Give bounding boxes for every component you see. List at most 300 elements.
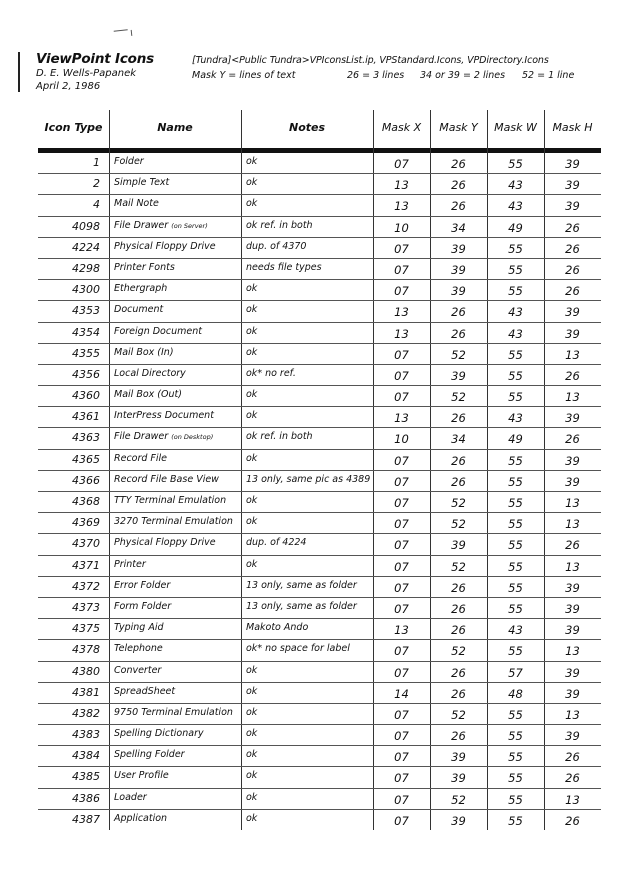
mask-h-cell: 39 bbox=[565, 474, 580, 489]
name-cell bbox=[114, 177, 169, 188]
name-cell bbox=[114, 431, 213, 442]
notes-cell: ok bbox=[246, 283, 258, 295]
icon-name: Telephone bbox=[114, 643, 163, 655]
icon-name: Converter bbox=[114, 664, 162, 676]
mask-w-cell: 55 bbox=[508, 813, 523, 828]
name-cell bbox=[114, 410, 214, 421]
table-row bbox=[38, 471, 601, 492]
icon-name: Spelling Dictionary bbox=[114, 728, 204, 740]
table-row bbox=[38, 683, 601, 704]
notes-cell: ok bbox=[246, 325, 258, 337]
table-body bbox=[38, 153, 601, 831]
mask-w-cell: 55 bbox=[508, 347, 523, 362]
mask-x-cell: 07 bbox=[394, 496, 409, 510]
mask-y-cell: 26 bbox=[451, 157, 466, 171]
table-row bbox=[38, 662, 601, 683]
mask-x-cell: 07 bbox=[394, 665, 409, 680]
icon-name: Foreign Document bbox=[114, 325, 202, 337]
table-row bbox=[38, 174, 601, 195]
mask-w-cell: 43 bbox=[508, 411, 523, 426]
icon-type-cell: 4372 bbox=[72, 579, 100, 593]
mask-y-cell: 52 bbox=[451, 707, 466, 722]
mask-x-cell: 07 bbox=[394, 368, 409, 383]
mask-w-cell: 49 bbox=[508, 220, 523, 235]
mask-y-cell: 52 bbox=[451, 496, 466, 510]
col-header-icon-type: Icon Type bbox=[44, 121, 103, 134]
col-header-mask-x: Mask X bbox=[381, 121, 422, 134]
table-row bbox=[38, 365, 601, 386]
mask-y-cell: 26 bbox=[451, 326, 466, 341]
icon-type-cell: 2 bbox=[93, 177, 100, 191]
mask-w-cell: 55 bbox=[508, 390, 523, 405]
icon-type-cell: 4385 bbox=[72, 770, 100, 784]
mask-w-cell: 55 bbox=[508, 750, 523, 765]
notes-cell: Makoto Ando bbox=[246, 622, 309, 634]
file-path: [Tundra]<Public Tundra>VPIconsList.ip, VPStandard.Icons, VPDirectory.Icons bbox=[192, 55, 549, 66]
mask-x-cell: 07 bbox=[394, 559, 409, 574]
notes-cell: ok bbox=[246, 389, 258, 401]
mask-x-cell: 13 bbox=[394, 623, 409, 638]
icon-type-cell: 4298 bbox=[72, 261, 100, 275]
icon-name: Mail Note bbox=[114, 198, 159, 210]
mask-h-cell: 13 bbox=[565, 390, 580, 405]
table-row bbox=[38, 810, 601, 831]
icon-name: InterPress Document bbox=[114, 410, 214, 422]
icon-type-cell: 1 bbox=[93, 156, 100, 169]
col-header-notes: Notes bbox=[288, 121, 326, 134]
name-cell bbox=[114, 580, 170, 591]
icon-name: Folder bbox=[114, 156, 144, 167]
icon-name: 9750 Terminal Emulation bbox=[114, 706, 233, 718]
table-row bbox=[38, 513, 601, 534]
icon-name: Printer Fonts bbox=[114, 261, 175, 273]
mask-w-cell: 55 bbox=[508, 241, 523, 256]
document-title: ViewPoint Icons bbox=[36, 51, 154, 67]
mask-x-cell: 07 bbox=[394, 813, 409, 828]
mask-y-cell: 39 bbox=[451, 538, 466, 553]
mask-y-cell: 26 bbox=[451, 453, 466, 468]
notes-cell: ok bbox=[246, 685, 258, 697]
col-header-mask-h: Mask H bbox=[552, 121, 593, 134]
name-cell bbox=[114, 198, 159, 209]
name-cell bbox=[114, 728, 204, 739]
table-row bbox=[38, 598, 601, 619]
name-cell bbox=[114, 368, 186, 379]
mask-y-cell: 26 bbox=[451, 305, 466, 320]
table-row bbox=[38, 280, 601, 301]
mask-x-cell: 13 bbox=[394, 199, 409, 214]
mask-y-cell: 39 bbox=[451, 241, 466, 256]
mask-x-cell: 13 bbox=[394, 326, 409, 341]
mask-h-cell: 39 bbox=[565, 453, 580, 468]
mask-x-cell: 07 bbox=[394, 601, 409, 616]
col-header-mask-w: Mask W bbox=[494, 121, 537, 134]
icon-type-cell: 4371 bbox=[72, 558, 100, 572]
mask-x-cell: 07 bbox=[394, 792, 409, 807]
mask-w-cell: 55 bbox=[508, 792, 523, 807]
mask-h-cell: 26 bbox=[565, 262, 580, 277]
name-cell bbox=[114, 347, 174, 358]
mask-h-cell: 39 bbox=[565, 326, 580, 341]
mask-y-cell: 39 bbox=[451, 284, 466, 299]
table-row bbox=[38, 344, 601, 365]
notes-cell: ok bbox=[246, 728, 258, 740]
icon-type-cell: 4366 bbox=[72, 473, 100, 487]
icon-name: Mail Box (Out) bbox=[114, 389, 182, 401]
icon-type-cell: 4384 bbox=[72, 749, 100, 763]
mask-x-cell: 07 bbox=[394, 262, 409, 277]
mask-w-cell: 43 bbox=[508, 178, 523, 193]
name-cell bbox=[114, 326, 202, 337]
name-cell bbox=[114, 495, 226, 506]
name-cell bbox=[114, 665, 161, 676]
icon-name: SpreadSheet bbox=[114, 685, 176, 697]
name-cell bbox=[114, 220, 208, 231]
mask-y-cell: 26 bbox=[451, 178, 466, 193]
mask-h-cell: 13 bbox=[565, 347, 580, 362]
mask-y-cell: 34 bbox=[451, 220, 466, 235]
icon-name: 3270 Terminal Emulation bbox=[114, 516, 233, 528]
col-header-mask-y: Mask Y bbox=[439, 121, 478, 134]
mask-h-cell: 13 bbox=[565, 792, 580, 807]
mask-legend-3-lines: 26 = 3 lines bbox=[347, 70, 405, 81]
notes-cell: ok bbox=[246, 304, 258, 316]
mask-legend-label: Mask Y = lines of text bbox=[192, 70, 296, 81]
name-cell bbox=[114, 792, 147, 803]
mask-h-cell: 26 bbox=[565, 813, 580, 828]
mask-h-cell: 26 bbox=[565, 241, 580, 256]
mask-w-cell: 55 bbox=[508, 474, 523, 489]
name-cell bbox=[114, 283, 167, 294]
icon-type-cell: 4355 bbox=[72, 346, 100, 360]
icon-type-cell: 4353 bbox=[72, 304, 100, 318]
table-row bbox=[38, 789, 601, 810]
icon-type-cell: 4365 bbox=[72, 452, 100, 466]
icon-type-cell: 4356 bbox=[72, 367, 100, 381]
name-cell bbox=[114, 770, 169, 781]
notes-cell: ok ref. in both bbox=[246, 219, 313, 231]
table-row bbox=[38, 238, 601, 259]
table-row bbox=[38, 704, 601, 725]
mask-w-cell: 49 bbox=[508, 432, 523, 447]
icon-type-cell: 4369 bbox=[72, 516, 100, 530]
mask-y-cell: 39 bbox=[451, 750, 466, 765]
mask-w-cell: 55 bbox=[508, 496, 523, 510]
mask-y-cell: 26 bbox=[451, 729, 466, 744]
icon-name: User Profile bbox=[114, 770, 169, 782]
icon-name: Physical Floppy Drive bbox=[114, 240, 216, 252]
icon-name: Local Directory bbox=[114, 367, 186, 379]
mask-x-cell: 07 bbox=[394, 241, 409, 256]
notes-cell: ok bbox=[246, 156, 258, 167]
name-cell bbox=[114, 707, 233, 718]
mask-w-cell: 55 bbox=[508, 644, 523, 659]
icon-name: Mail Box (In) bbox=[114, 346, 174, 358]
notes-cell: ok bbox=[246, 198, 258, 210]
mask-w-cell: 48 bbox=[508, 686, 523, 701]
mask-h-cell: 13 bbox=[565, 707, 580, 722]
name-cell bbox=[114, 241, 216, 252]
name-cell bbox=[114, 262, 175, 273]
icon-type-cell: 4368 bbox=[72, 495, 100, 508]
table-row bbox=[38, 577, 601, 598]
mask-h-cell: 13 bbox=[565, 517, 580, 532]
table-row bbox=[38, 407, 601, 428]
mask-h-cell: 39 bbox=[565, 686, 580, 701]
notes-cell: ok bbox=[246, 410, 258, 422]
table-row bbox=[38, 619, 601, 640]
notes-cell: ok bbox=[246, 346, 258, 358]
mask-x-cell: 07 bbox=[394, 707, 409, 722]
notes-cell: ok* no space for label bbox=[246, 643, 350, 655]
mask-w-cell: 55 bbox=[508, 601, 523, 616]
icon-name: Simple Text bbox=[114, 177, 170, 189]
icon-name: Error Folder bbox=[114, 579, 171, 591]
mask-h-cell: 39 bbox=[565, 729, 580, 744]
col-header-name: Name bbox=[157, 121, 193, 134]
mask-x-cell: 07 bbox=[394, 474, 409, 489]
mask-w-cell: 55 bbox=[508, 771, 523, 786]
notes-cell: ok bbox=[246, 664, 258, 676]
notes-cell: 13 only, same as folder bbox=[246, 579, 357, 591]
icon-name: Record File Base View bbox=[114, 473, 219, 485]
table-row bbox=[38, 153, 601, 174]
notes-cell: ok bbox=[246, 812, 258, 824]
icon-type-cell: 4 bbox=[93, 198, 100, 212]
mask-w-cell: 55 bbox=[508, 262, 523, 277]
icon-name: Spelling Folder bbox=[114, 749, 185, 761]
mask-h-cell: 39 bbox=[565, 178, 580, 193]
mask-x-cell: 13 bbox=[394, 305, 409, 320]
mask-y-cell: 26 bbox=[451, 580, 466, 595]
mask-y-cell: 52 bbox=[451, 644, 466, 659]
name-cell bbox=[114, 304, 163, 315]
mask-h-cell: 39 bbox=[565, 411, 580, 426]
mask-y-cell: 52 bbox=[451, 517, 466, 532]
notes-cell: dup. of 4224 bbox=[246, 537, 307, 549]
document-date: April 2, 1986 bbox=[36, 81, 101, 92]
name-cell bbox=[114, 516, 233, 527]
mask-w-cell: 43 bbox=[508, 305, 523, 320]
mask-y-cell: 39 bbox=[451, 771, 466, 786]
name-cell bbox=[114, 686, 175, 697]
icon-name: Physical Floppy Drive bbox=[114, 537, 216, 549]
notes-cell: ok bbox=[246, 791, 258, 803]
notes-cell: ok bbox=[246, 452, 258, 464]
table-row bbox=[38, 767, 601, 788]
mask-y-cell: 34 bbox=[451, 432, 466, 447]
margin-bracket bbox=[18, 52, 20, 92]
author: D. E. Wells-Papanek bbox=[36, 68, 137, 79]
mask-y-cell: 26 bbox=[451, 601, 466, 616]
notes-cell: ok bbox=[246, 770, 258, 782]
mask-w-cell: 55 bbox=[508, 517, 523, 532]
mask-y-cell: 52 bbox=[451, 559, 466, 574]
icon-name: Document bbox=[114, 304, 164, 316]
icon-type-cell: 4382 bbox=[72, 706, 100, 720]
mask-w-cell: 55 bbox=[508, 538, 523, 553]
table-row bbox=[38, 323, 601, 344]
mask-x-cell: 07 bbox=[394, 771, 409, 786]
mask-y-cell: 52 bbox=[451, 390, 466, 405]
icon-type-cell: 4363 bbox=[72, 431, 100, 445]
notes-cell: ok bbox=[246, 495, 258, 506]
mask-w-cell: 55 bbox=[508, 707, 523, 722]
mask-w-cell: 55 bbox=[508, 729, 523, 744]
mask-x-cell: 13 bbox=[394, 178, 409, 193]
table-row bbox=[38, 534, 601, 555]
table-row bbox=[38, 259, 601, 280]
table-row bbox=[38, 746, 601, 767]
mask-w-cell: 55 bbox=[508, 559, 523, 574]
icon-type-cell: 4300 bbox=[72, 283, 100, 297]
mask-x-cell: 07 bbox=[394, 157, 409, 171]
name-cell bbox=[114, 559, 146, 570]
mask-legend-1-line: 52 = 1 line bbox=[522, 70, 575, 81]
table-row bbox=[38, 428, 601, 449]
mask-h-cell: 26 bbox=[565, 368, 580, 383]
mask-w-cell: 55 bbox=[508, 157, 523, 171]
mask-h-cell: 26 bbox=[565, 432, 580, 447]
notes-cell: ok bbox=[246, 516, 258, 528]
notes-cell: ok ref. in both bbox=[246, 431, 313, 443]
mask-x-cell: 10 bbox=[394, 220, 409, 235]
icon-name: Form Folder bbox=[114, 600, 172, 612]
mask-y-cell: 26 bbox=[451, 665, 466, 680]
mask-x-cell: 07 bbox=[394, 517, 409, 532]
icon-type-cell: 4378 bbox=[72, 643, 100, 657]
name-cell bbox=[114, 389, 182, 400]
mask-y-cell: 39 bbox=[451, 368, 466, 383]
name-cell bbox=[114, 156, 144, 167]
mask-h-cell: 39 bbox=[565, 305, 580, 320]
table-row bbox=[38, 301, 601, 322]
mask-w-cell: 55 bbox=[508, 453, 523, 468]
pen-mark bbox=[114, 29, 129, 37]
table-row bbox=[38, 450, 601, 471]
mask-y-cell: 26 bbox=[451, 686, 466, 701]
mask-y-cell: 52 bbox=[451, 792, 466, 807]
icon-name: Loader bbox=[114, 791, 147, 803]
mask-y-cell: 39 bbox=[451, 262, 466, 277]
icon-type-cell: 4098 bbox=[72, 219, 100, 233]
name-cell bbox=[114, 601, 171, 612]
icons-table bbox=[38, 108, 601, 828]
mask-h-cell: 39 bbox=[565, 580, 580, 595]
mask-h-cell: 39 bbox=[565, 199, 580, 214]
name-cell bbox=[114, 643, 163, 654]
icon-name-qualifier: (on Server) bbox=[171, 221, 208, 230]
icon-type-cell: 4361 bbox=[72, 410, 100, 424]
mask-y-cell: 26 bbox=[451, 474, 466, 489]
mask-x-cell: 13 bbox=[394, 411, 409, 426]
mask-x-cell: 10 bbox=[394, 432, 409, 447]
mask-x-cell: 07 bbox=[394, 390, 409, 405]
mask-w-cell: 55 bbox=[508, 580, 523, 595]
mask-w-cell: 55 bbox=[508, 368, 523, 383]
mask-y-cell: 52 bbox=[451, 347, 466, 362]
mask-h-cell: 39 bbox=[565, 665, 580, 680]
mask-h-cell: 13 bbox=[565, 496, 580, 510]
icon-type-cell: 4354 bbox=[72, 325, 100, 339]
mask-x-cell: 14 bbox=[394, 686, 409, 701]
table-row bbox=[38, 217, 601, 238]
mask-x-cell: 07 bbox=[394, 284, 409, 299]
table-row bbox=[38, 195, 601, 216]
mask-x-cell: 07 bbox=[394, 347, 409, 362]
mask-y-cell: 26 bbox=[451, 623, 466, 638]
name-cell bbox=[114, 453, 167, 464]
icon-name: Record File bbox=[114, 452, 168, 464]
mask-h-cell: 39 bbox=[565, 157, 580, 171]
notes-cell: dup. of 4370 bbox=[246, 240, 307, 252]
name-cell bbox=[114, 813, 167, 824]
notes-cell: ok bbox=[246, 177, 258, 189]
mask-h-cell: 26 bbox=[565, 771, 580, 786]
icon-name: Printer bbox=[114, 558, 146, 570]
notes-cell: ok bbox=[246, 558, 258, 570]
notes-cell: ok bbox=[246, 706, 258, 718]
icon-name: Application bbox=[114, 812, 168, 824]
mask-legend-2-lines: 34 or 39 = 2 lines bbox=[420, 70, 506, 81]
icon-type-cell: 4373 bbox=[72, 600, 100, 614]
mask-h-cell: 39 bbox=[565, 601, 580, 616]
mask-x-cell: 07 bbox=[394, 750, 409, 765]
table-row bbox=[38, 386, 601, 407]
name-cell bbox=[114, 749, 185, 760]
notes-cell: 13 only, same as folder bbox=[246, 600, 357, 612]
notes-cell: needs file types bbox=[246, 261, 322, 273]
mask-w-cell: 43 bbox=[508, 623, 523, 638]
mask-x-cell: 07 bbox=[394, 644, 409, 659]
mask-x-cell: 07 bbox=[394, 729, 409, 744]
mask-w-cell: 55 bbox=[508, 284, 523, 299]
mask-h-cell: 13 bbox=[565, 559, 580, 574]
mask-y-cell: 26 bbox=[451, 199, 466, 214]
name-cell bbox=[114, 622, 164, 633]
icon-type-cell: 4224 bbox=[72, 240, 100, 254]
notes-cell: ok* no ref. bbox=[246, 367, 296, 379]
icon-type-cell: 4375 bbox=[72, 622, 100, 636]
icon-type-cell: 4383 bbox=[72, 728, 100, 742]
mask-h-cell: 26 bbox=[565, 538, 580, 553]
mask-w-cell: 43 bbox=[508, 326, 523, 341]
icon-name: File Drawer bbox=[114, 431, 169, 443]
table-header bbox=[38, 108, 601, 148]
icon-type-cell: 4387 bbox=[72, 812, 100, 826]
icon-name: File Drawer bbox=[114, 219, 169, 231]
mask-h-cell: 26 bbox=[565, 220, 580, 235]
mask-h-cell: 13 bbox=[565, 644, 580, 659]
mask-w-cell: 43 bbox=[508, 199, 523, 214]
mask-w-cell: 57 bbox=[508, 665, 523, 680]
icon-name: Ethergraph bbox=[114, 283, 168, 295]
icon-type-cell: 4386 bbox=[72, 791, 100, 805]
icon-type-cell: 4380 bbox=[72, 664, 100, 678]
mask-y-cell: 39 bbox=[451, 813, 466, 828]
mask-x-cell: 07 bbox=[394, 453, 409, 468]
icon-type-cell: 4381 bbox=[72, 685, 100, 699]
table-row bbox=[38, 725, 601, 746]
mask-h-cell: 26 bbox=[565, 750, 580, 765]
mask-x-cell: 07 bbox=[394, 580, 409, 595]
table-row bbox=[38, 492, 601, 513]
mask-h-cell: 39 bbox=[565, 623, 580, 638]
mask-x-cell: 07 bbox=[394, 538, 409, 553]
icon-type-cell: 4370 bbox=[72, 537, 100, 551]
name-cell bbox=[114, 474, 219, 485]
mask-y-cell: 26 bbox=[451, 411, 466, 426]
